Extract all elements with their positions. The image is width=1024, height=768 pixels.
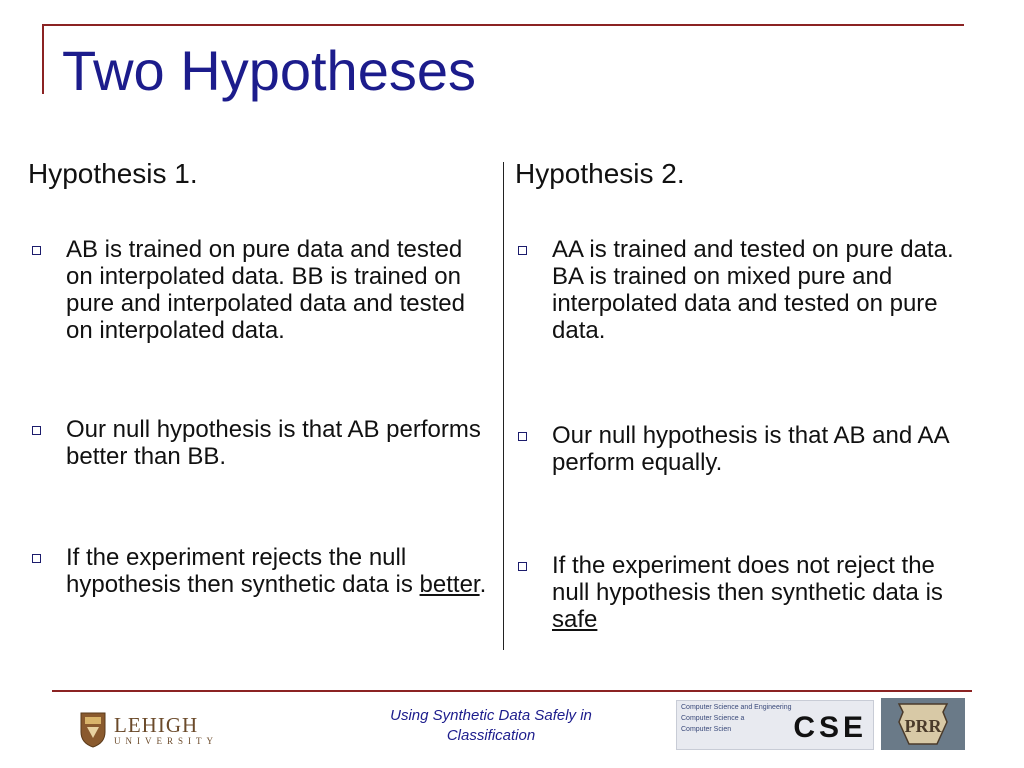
footer-line-2: Classification <box>446 727 536 744</box>
bullet-text-end: . <box>479 571 487 598</box>
square-bullet-icon <box>32 246 41 255</box>
bottom-rule <box>52 690 972 692</box>
cse-line-3: Computer Scien <box>681 726 732 733</box>
hypothesis-1-bullet-1 <box>28 236 494 344</box>
hypothesis-2-bullet-3 <box>514 552 972 633</box>
cse-logo <box>676 700 874 750</box>
bullet-text: Our null hypothesis is that AB and AA perform equally. <box>552 422 949 476</box>
cse-wordmark: CSE <box>793 711 867 744</box>
slide-title: Two Hypotheses <box>62 39 476 102</box>
hypothesis-1-bullet-3 <box>28 544 494 598</box>
cse-line-1: Computer Science and Engineering <box>681 704 792 711</box>
lehigh-subtitle: UNIVERSITY <box>114 736 218 746</box>
hypothesis-2-heading: Hypothesis 2. <box>515 158 685 189</box>
square-bullet-icon <box>32 554 41 563</box>
top-rule <box>43 24 964 26</box>
square-bullet-icon <box>518 562 527 571</box>
column-divider <box>503 162 504 650</box>
cse-line-2: Computer Science a <box>681 715 745 722</box>
footer-line-1: Using Synthetic Data Safely in <box>390 707 592 724</box>
hypothesis-1-bullet-2 <box>28 416 494 470</box>
bullet-text: If the experiment does not reject the null hypothesis then synthetic data is <box>552 552 943 606</box>
emphasis-better: better <box>419 571 480 598</box>
emphasis-safe: safe <box>552 606 598 633</box>
bullet-text: Our null hypothesis is that AB performs better than BB. <box>66 416 481 470</box>
bullet-text: If the experiment rejects the null hypothesis then synthetic data is <box>66 544 420 598</box>
lehigh-logo <box>80 712 218 748</box>
prr-logo <box>881 698 965 750</box>
lehigh-wordmark: LEHIGH <box>114 713 199 737</box>
hypothesis-2-bullet-2 <box>514 422 972 476</box>
hypothesis-1-column <box>28 156 488 192</box>
square-bullet-icon <box>518 246 527 255</box>
bullet-text: AA is trained and tested on pure data. BA is trained on mixed pure and interpolated data and tested on pure data. <box>552 236 954 344</box>
left-rule <box>42 24 44 94</box>
prr-letters: PRR <box>904 716 942 736</box>
hypothesis-2-bullet-1 <box>514 236 972 344</box>
footer-caption <box>360 706 622 746</box>
bullet-text: AB is trained on pure data and tested on interpolated data. BB is trained on pure and interpolated data and tested on interpolated data. <box>66 236 465 344</box>
square-bullet-icon <box>518 432 527 441</box>
hypothesis-1-heading: Hypothesis 1. <box>28 158 198 189</box>
hypothesis-2-column <box>515 156 985 192</box>
square-bullet-icon <box>32 426 41 435</box>
keystone-logo-icon <box>891 702 955 746</box>
lehigh-shield-icon <box>80 712 106 748</box>
